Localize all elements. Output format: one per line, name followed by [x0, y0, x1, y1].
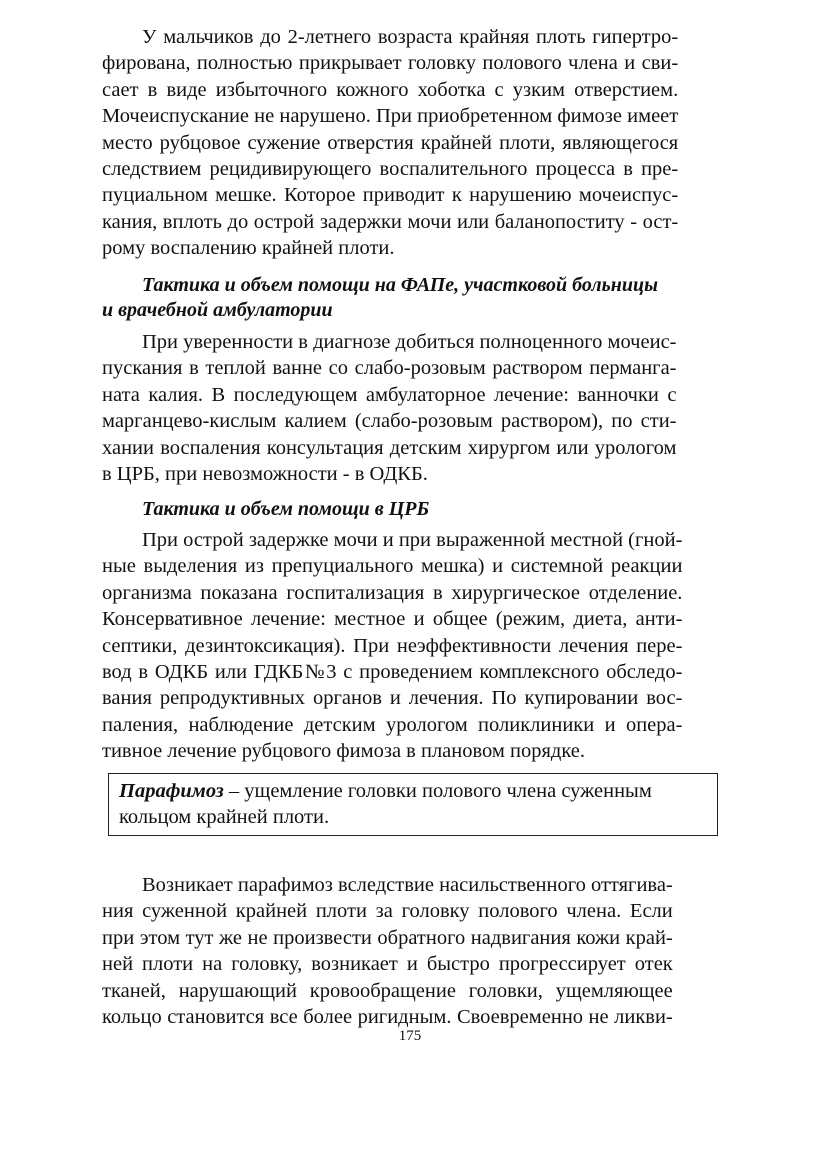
definition-box-paraphimosis: [108, 773, 718, 836]
text-line: ные выделения из препуциального мешка) и системной реакции: [102, 555, 683, 578]
text-line: сает в виде избыточного кожного хоботка с узким отверстием.: [102, 78, 679, 101]
text-line: организма показана госпитализация в хирургическое отделение.: [102, 581, 683, 604]
text-line: пускания в теплой ванне со слабо-розовым раствором перманга-: [102, 357, 677, 380]
text-line: паления, наблюдение детским урологом поликлиники и опера-: [102, 713, 683, 736]
text-line: вод в ОДКБ или ГДКБ№3 с проведением комплексного обследо-: [102, 661, 683, 684]
paragraph-paraphimosis-cause: [102, 872, 673, 1030]
text-line: фирована, полностью прикрывает головку полового члена и сви-: [102, 52, 679, 75]
text-line: При уверенности в диагнозе добиться полноценного мочеис-: [142, 331, 677, 353]
text-line: септики, дезинтоксикация). При неэффективности лечения пере-: [102, 634, 683, 657]
section-heading-fap: [102, 273, 658, 323]
definition-text: – ущемление головки полового члена суженным: [223, 780, 652, 802]
text-line: рому воспалению крайней плоти.: [102, 237, 395, 260]
text-line: хании воспаления консультация детским хирургом или урологом: [102, 436, 677, 459]
definition-line: [119, 778, 711, 804]
paragraph-fap-tactics: [102, 329, 677, 487]
definition-line: кольцом крайней плоти.: [119, 806, 330, 829]
text-line: в ЦРБ, при невозможности - в ОДКБ.: [102, 463, 428, 486]
text-line: место рубцовое сужение отверстия крайней плоти, являющегося: [102, 131, 679, 154]
text-line: следствием рецидивирующего воспалительного процесса в пре-: [102, 158, 679, 181]
page-number: 175: [398, 1028, 422, 1044]
text-line: ния суженной крайней плоти за головку полового члена. Если: [102, 900, 673, 923]
text-line: При острой задержке мочи и при выраженной местной (гной-: [142, 529, 683, 551]
heading-line: Тактика и объем помощи на ФАПе, участковой больницы: [142, 274, 658, 296]
text-line: ната калия. В последующем амбулаторное лечение: ванночки с: [102, 383, 677, 406]
heading-line: Тактика и объем помощи в ЦРБ: [142, 498, 430, 520]
text-line: Возникает парафимоз вследствие насильственного оттягива-: [142, 874, 673, 896]
text-line: кания, вплоть до острой задержки мочи или баланопоститу - ост-: [102, 210, 679, 233]
text-line: пуциальном мешке. Которое приводит к нарушению мочеиспус-: [102, 184, 679, 207]
text-line: кольцо становится все более ригидным. Своевременно не ликви-: [102, 1006, 673, 1029]
text-line: тивное лечение рубцового фимоза в плановом порядке.: [102, 740, 585, 763]
paragraph-crb-tactics: [102, 527, 682, 765]
text-line: Мочеиспускание не нарушено. При приобретенном фимозе имеет: [102, 105, 679, 128]
text-line: при этом тут же не произвести обратного надвигания кожи край-: [102, 926, 673, 949]
paragraph-phimosis-description: [102, 24, 678, 262]
heading-line: и врачебной амбулатории: [102, 299, 333, 321]
text-line: Консервативное лечение: местное и общее (режим, диета, анти-: [102, 608, 683, 631]
text-line: ней плоти на головку, возникает и быстро прогрессирует отек: [102, 953, 673, 976]
text-line: тканей, нарушающий кровообращение головки, ущемляющее: [102, 979, 673, 1002]
text-line: вания репродуктивных органов и лечения. По купировании вос-: [102, 687, 683, 710]
section-heading-crb: [102, 497, 429, 522]
text-line: марганцево-кислым калием (слабо-розовым раствором), по сти-: [102, 410, 677, 433]
text-line: У мальчиков до 2-летнего возраста крайняя плоть гипертро-: [142, 26, 679, 48]
definition-term: Парафимоз: [119, 780, 224, 802]
